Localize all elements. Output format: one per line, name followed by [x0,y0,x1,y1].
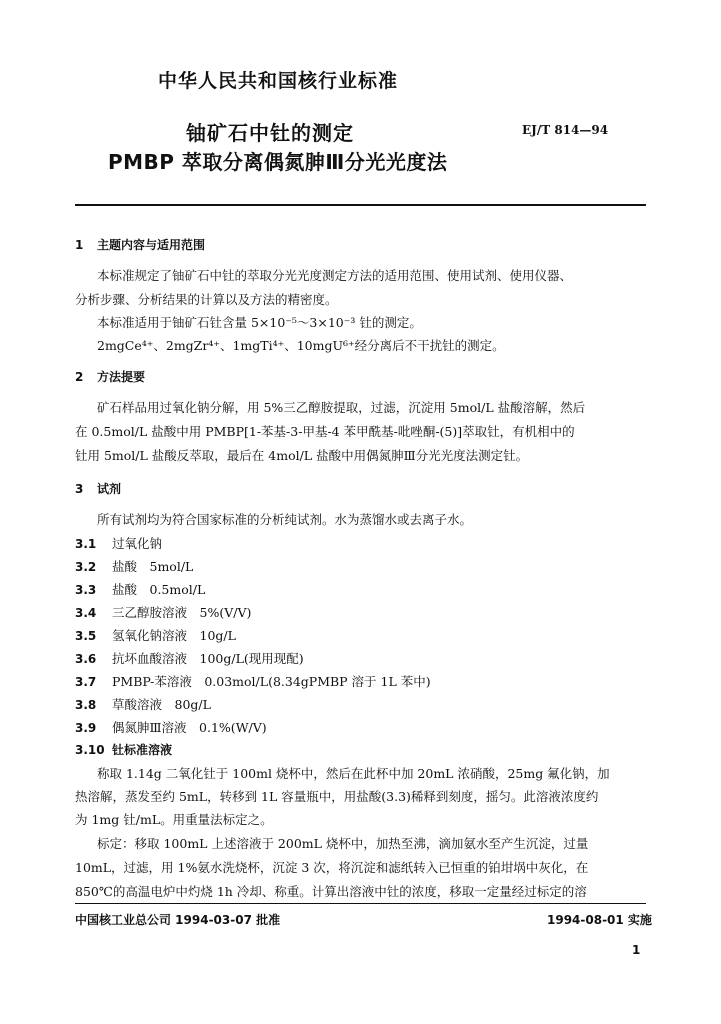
standard-title-line-2: PMBP 萃取分离偶氮胂Ⅲ分光光度法 [108,150,448,174]
reagent-text: 盐酸 5mol/L [112,559,194,574]
standard-code: EJ/T 814—94 [522,123,609,137]
reagent-item [75,672,431,690]
reagent-text: 氢氧化钠溶液 10g/L [112,628,236,643]
reagent-item [75,649,304,667]
s1-paragraph-1b: 分析步骤、分析结果的计算以及方法的精密度。 [75,292,338,307]
section-3-heading [75,480,121,497]
reagent-number: 3.4 [75,606,97,620]
reagent-item [75,626,236,644]
section-1-heading [75,236,205,253]
s3-standard-solution-line-3: 为 1mg 钍/mL。用重量法标定之。 [75,812,273,827]
header-divider [75,204,646,206]
reagent-text: PMBP-苯溶液 0.03mol/L(8.34gPMBP 溶于 1L 苯中) [112,674,431,689]
reagent-item [75,580,205,598]
standard-title-line-1: 铀矿石中钍的测定 [186,121,354,145]
reagent-text: 钍标准溶液 [112,743,173,757]
s3-standard-solution-line-1: 称取 1.14g 二氧化钍于 100ml 烧杯中，然后在此杯中加 20mL 浓硝酸，25mg 氟化钠，加 [97,766,610,781]
reagent-number: 3.10 [75,743,105,757]
reagent-item [75,534,162,552]
section-2-title: 方法提要 [97,370,146,384]
reagent-item [75,695,211,713]
section-2-number: 2 [75,370,84,384]
section-1-title: 主题内容与适用范围 [97,238,206,252]
s2-line-2: 在 0.5mol/L 盐酸中用 PMBP[1-苯基-3-甲基-4 苯甲酰基-吡唑酮-(5)]萃取钍，有机相中的 [75,424,575,439]
reagent-text: 偶氮胂Ⅲ溶液 0.1%(W/V) [112,720,267,735]
s1-paragraph-1a: 本标准规定了铀矿石中钍的萃取分光光度测定方法的适用范围、使用试剂、使用仪器、 [97,268,573,283]
reagent-text: 草酸溶液 80g/L [112,697,211,712]
issuing-organization: 中华人民共和国核行业标准 [158,70,399,92]
reagent-item [75,741,172,758]
reagent-number: 3.2 [75,560,97,574]
s3-standard-solution-line-2: 热溶解，蒸发至约 5mL，转移到 1L 容量瓶中，用盐酸(3.3)稀释到刻度，摇匀。此溶液浓度约 [75,789,599,804]
reagent-text: 抗坏血酸溶液 100g/L(现用现配) [112,651,304,666]
s1-paragraph-3: 2mgCe⁴⁺、2mgZr⁴⁺、1mgTi⁴⁺、10mgU⁶⁺经分离后不干扰钍的测定。 [97,338,505,353]
reagent-item [75,557,193,575]
s3-calibration-line-1: 标定：移取 100mL 上述溶液于 200mL 烧杯中，加热至沸，滴加氨水至产生沉淀，过量 [97,836,589,851]
s3-calibration-line-2: 10mL，过滤，用 1%氨水洗烧杯，沉淀 3 次，将沉淀和滤纸转入已恒重的铂坩埚中灰化，在 [75,860,589,875]
reagent-number: 3.5 [75,629,97,643]
reagent-number: 3.6 [75,652,97,666]
approval-date: 中国核工业总公司 1994-03-07 批准 [75,913,281,927]
section-3-title: 试剂 [97,482,122,496]
s1-paragraph-2: 本标准适用于铀矿石钍含量 5×10⁻⁵～3×10⁻³ 钍的测定。 [97,315,422,330]
s3-intro: 所有试剂均为符合国家标准的分析纯试剂。水为蒸馏水或去离子水。 [97,512,473,527]
reagent-text: 过氧化钠 [112,536,163,551]
s2-line-1: 矿石样品用过氧化钠分解，用 5%三乙醇胺提取，过滤，沉淀用 5mol/L 盐酸溶解，然后 [97,400,586,415]
reagent-item [75,603,251,621]
s3-calibration-line-3: 850℃的高温电炉中灼烧 1h 冷却、称重。计算出溶液中钍的浓度，移取一定量经过标定的溶 [75,884,587,899]
footer-divider [75,903,646,904]
reagent-number: 3.1 [75,537,97,551]
reagent-number: 3.8 [75,698,97,712]
section-2-heading [75,368,145,385]
reagent-number: 3.9 [75,721,97,735]
reagent-text: 三乙醇胺溶液 5%(V/V) [112,605,252,620]
section-3-number: 3 [75,482,84,496]
reagent-item [75,718,267,736]
implementation-date: 1994-08-01 实施 [547,913,652,927]
reagent-text: 盐酸 0.5mol/L [112,582,206,597]
reagent-number: 3.7 [75,675,97,689]
section-1-number: 1 [75,238,84,252]
reagent-number: 3.3 [75,583,97,597]
page-number: 1 [632,943,641,957]
s2-line-3: 钍用 5mol/L 盐酸反萃取，最后在 4mol/L 盐酸中用偶氮胂Ⅲ分光光度法测定钍。 [75,448,529,463]
